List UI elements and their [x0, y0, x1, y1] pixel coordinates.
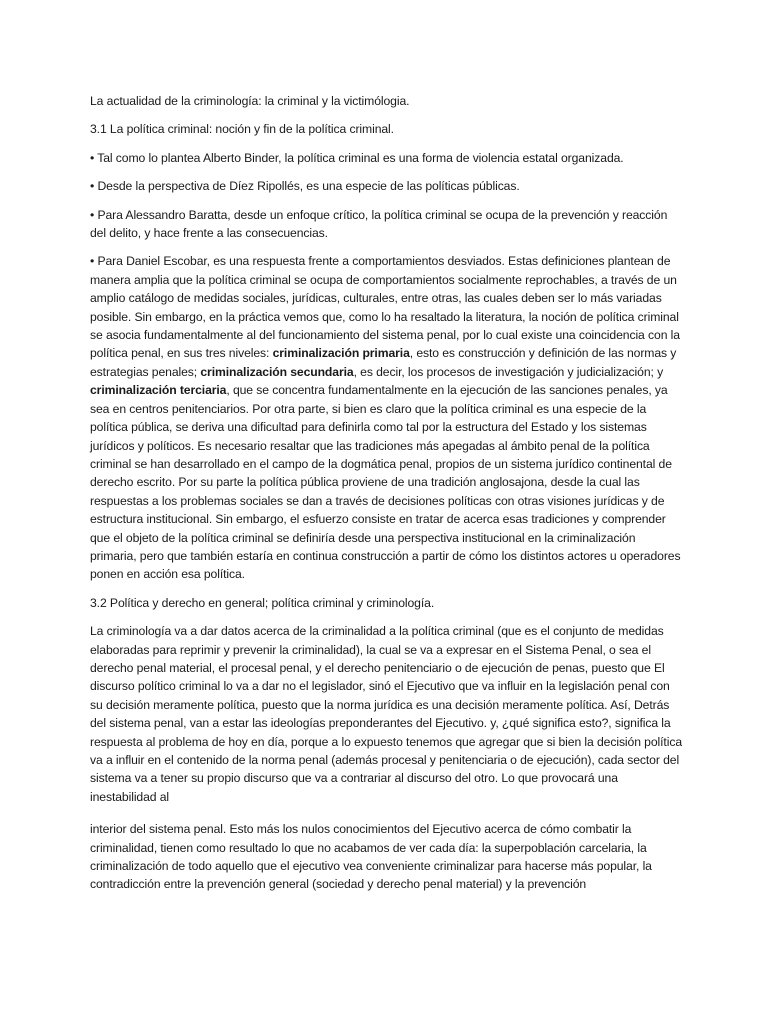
bullet-baratta: • Para Alessandro Baratta, desde un enfoque crítico, la política criminal se ocupa de la prevención y reacción del delito, y hace frente a las consecuencias. — [90, 207, 668, 241]
section-1-heading: 3.1 La política criminal: noción y fin de la política criminal. — [90, 122, 394, 137]
escobar-text-2: , esto es construcción y definición de las normas y estrategias penales; — [90, 346, 677, 379]
term-criminalizacion-primaria: criminalización primaria — [272, 346, 410, 361]
term-criminalizacion-terciaria: criminalización terciaria — [90, 383, 227, 398]
section-2-paragraph-2: interior del sistema penal. Esto más los nulos conocimientos del Ejecutivo acerca de cómo combatir la criminalidad, tienen como resultado lo que no acabamos de ver cada día: la superpoblación carcelaria, la criminalización de todo aquello que el ejecutivo vea conveniente criminalizar para hacerse más popular, la contradicción entre la prevención general (sociedad y derecho penal material) y la prevención — [90, 822, 652, 892]
bullet-escobar — [90, 252, 682, 583]
section-2-heading: 3.2 Política y derecho en general; política criminal y criminología. — [90, 595, 435, 610]
escobar-text-1: • Para Daniel Escobar, es una respuesta frente a comportamientos desviados. Estas definiciones plantean de manera amplia que la política criminal se ocupa de comportamientos socialmente reprochables, a través de un amplio catálogo de medidas sociales, jurídicas, culturales, entre otras, las cuales deben ser lo más variadas posible. Sin embargo, en la práctica vemos que, como lo ha resaltado la literatura, la noción de política criminal se asocia fundamentalmente al del funcionamiento del sistema penal, por lo cual existe una coincidencia con la política penal, en sus tres niveles: — [90, 254, 680, 361]
bullet-diez-ripolles: • Desde la perspectiva de Díez Ripollés, es una especie de las políticas públicas. — [90, 179, 520, 194]
escobar-text-4: , que se concentra fundamentalmente en la ejecución de las sanciones penales, ya sea en centros penitenciarios. Por otra parte, si bien es claro que la política criminal es una especie de la política pública, se deriva una dificultad para definirla como tal por la estructura del Estado y los sistemas jurídicos y políticos. Es necesario resaltar que las tradiciones más apegadas al ámbito penal de la política criminal se han desarrollado en el campo de la dogmática penal, propios de un sistema jurídico continental de derecho escrito. Por su parte la política pública proviene de una tradición anglosajona, desde la cual las respuestas a los problemas sociales se dan a través de decisiones políticas con otras visiones jurídicas y de estructura institucional. Sin embargo, el esfuerzo consiste en tratar de acerca esas tradiciones y comprender que el objeto de la política criminal se definiría desde una perspectiva institucional en la criminalización primaria, pero que también estaría en continua construcción a partir de cómo los distintos actores u operadores ponen en acción esa política. — [90, 383, 681, 582]
bullet-binder: • Tal como lo plantea Alberto Binder, la política criminal es una forma de violencia estatal organizada. — [90, 150, 624, 165]
section-2-paragraph-1: La criminología va a dar datos acerca de la criminalidad a la política criminal (que es el conjunto de medidas elaboradas para reprimir y prevenir la criminalidad), la cual se va a expresar en el Sistema Penal, o sea el derecho penal material, el procesal penal, y el derecho penitenciario o de ejecución de penas, puesto que El discurso político criminal lo va a dar no el legislador, sinó el Ejecutivo que va influir en la legislación penal con su decisión meramente política, puesto que la norma jurídica es una decisión meramente política. Así, Detrás del sistema penal, van a estar las ideologías preponderantes del Ejecutivo. y, ¿qué significa esto?, significa la respuesta al problema de hoy en día, porque a lo expuesto tenemos que agregar que si bien la decisión política va a influir en el contenido de la norma penal (además procesal y penitenciaria o de ejecución), cada sector del sistema va a tener su propio discurso que va a contrariar al discurso del otro. Lo que provocará una inestabilidad al — [90, 624, 683, 804]
escobar-text-3: , es decir, los procesos de investigación y judicialización; y — [353, 364, 664, 379]
document-page — [90, 92, 682, 904]
term-criminalizacion-secundaria: criminalización secundaria — [200, 364, 354, 379]
document-title: La actualidad de la criminología: la criminal y la victimólogia. — [90, 94, 410, 108]
